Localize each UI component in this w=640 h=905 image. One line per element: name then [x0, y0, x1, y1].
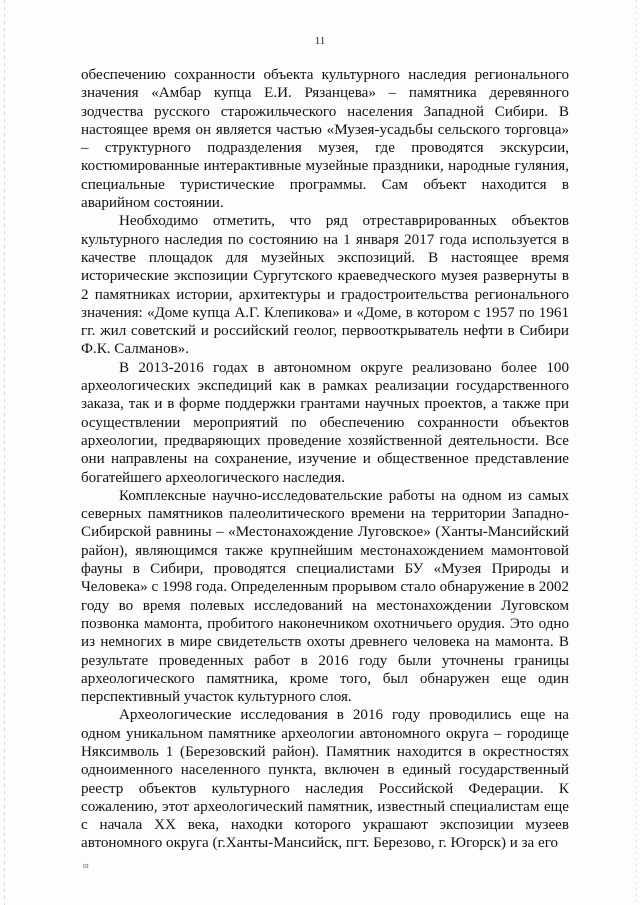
paragraph-lugovskoe-site: Комплексные научно-исследовательские работы на одном из самых северных памятников палеолитического времени на территории Западно-Сибирской равнины – «Местонахождение Луговское» (Ханты-Мансийский район), являющимся также крупнейшим местонахождением мамонтовой фауны в Сибири, проводятся специалистами БУ «Музея Природы и Человека» с 1998 года. Определенным прорывом стало обнаружение в 2002 году во время полевых исследований на местонахождении Луговском позвонка мамонта, пробитого наконечником охотничьего орудия. Это одно из немногих в мире свидетельств охоты древнего человека на мамонта. В результате проведенных работ в 2016 году были уточнены границы археологического памятника, кроме того, был обнаружен еще один перспективный участок культурного слоя.	[81, 487, 569, 706]
scan-edge-left	[4, 0, 5, 905]
body-text	[81, 66, 569, 853]
scan-edge-right	[636, 0, 637, 905]
page-number: 11	[314, 35, 326, 47]
paragraph-archaeological-expeditions: В 2013-2016 годах в автономном округе реализовано более 100 археологических экспедиций как в рамках реализации государственного заказа, так и в форме поддержки грантами научных проектов, а также при осуществлении мероприятий по обеспечению сохранности объектов археологии, предваряющих проведение хозяйственной деятельности. Все они направлены на сохранение, изучение и общественное представление богатейшего археологического наследия.	[81, 359, 569, 486]
footer-mark: ttt	[83, 862, 89, 870]
paragraph-nyaksimvol-site: Археологические исследования в 2016 году проводились еще на одном уникальном памятнике археологии автономного округа – городище Няксимволь 1 (Березовский район). Памятник находится в окрестностях одноименного населенного пункта, включен в единый государственный реестр объектов культурного наследия Российской Федерации. К сожалению, этот археологический памятник, известный специалистам еще с начала XX века, находки которого украшают экспозиции музеев автономного округа (г.Ханты-Мансийск, пгт. Березово, г. Югорск) и за его	[81, 707, 569, 852]
paragraph-museum-expositions: Необходимо отметить, что ряд отреставрированных объектов культурного наследия по состоянию на 1 января 2017 года используется в качестве площадок для музейных экспозиций. В настоящее время исторические экспозиции Сургутского краеведческого музея развернуты в 2 памятниках истории, архитектуры и градостроительства регионального значения: «Доме купца А.Г. Клепикова» и «Доме, в котором с 1957 по 1961 гг. жил советский и российский геолог, первооткрыватель нефти в Сибири Ф.К. Салманов».	[81, 213, 569, 358]
paragraph-continuation: обеспечению сохранности объекта культурного наследия регионального значения «Амбар купца Е.И. Рязанцева» – памятника деревянного зодчества русского старожильческого населения Западной Сибири. В настоящее время он является частью «Музея-усадьбы сельского торговца» – структурного подразделения музея, где проводятся экскурсии, костюмированные интерактивные музейные праздники, народные гуляния, специальные туристические программы. Сам объект находится в аварийном состоянии.	[81, 67, 569, 212]
